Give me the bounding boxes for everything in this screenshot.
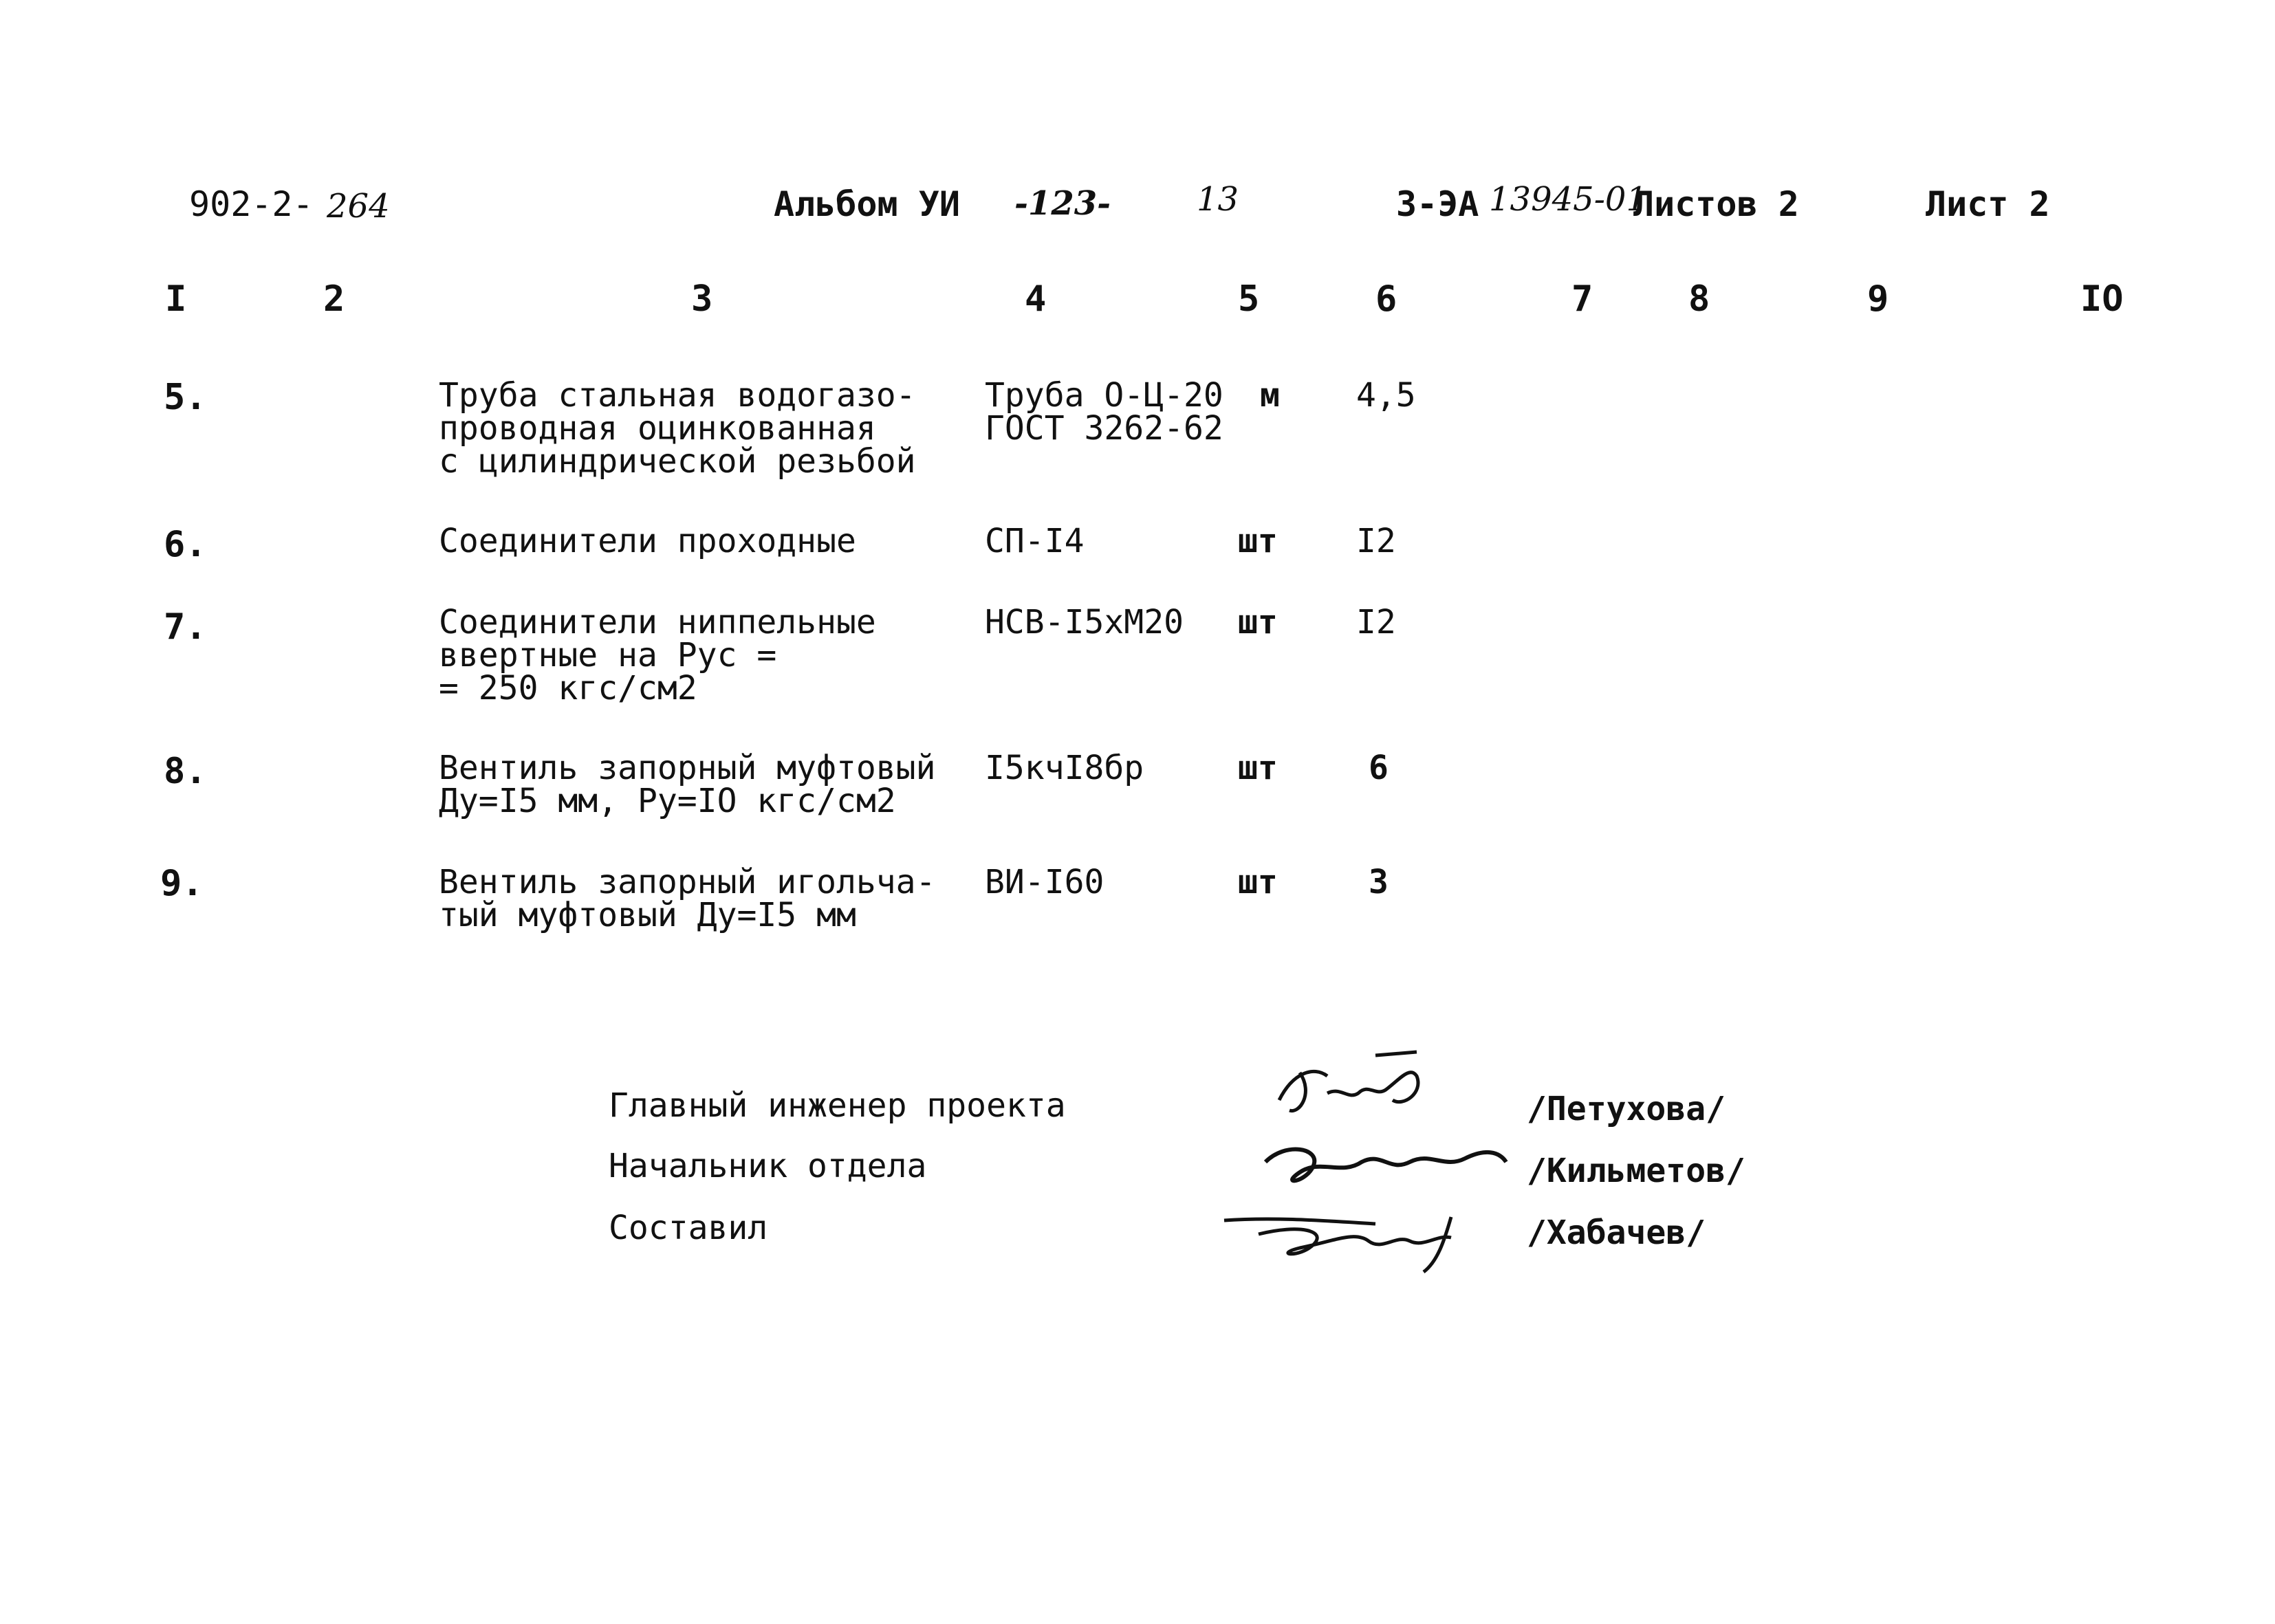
item-name: Вентиль запорный игольча-: [439, 863, 936, 901]
item-name: тый муфтовый Ду=I5 мм: [439, 896, 856, 934]
column-number: 5: [1238, 278, 1260, 320]
doc-number-handwritten: 13945-01: [1489, 180, 1647, 219]
row-number: 9.: [160, 863, 204, 904]
item-code: Труба О-Ц-20: [985, 376, 1223, 415]
item-quantity: 4,5: [1356, 376, 1416, 415]
row-number: 6.: [164, 524, 207, 565]
item-name: = 250 кгс/см2: [439, 669, 697, 707]
item-quantity: I2: [1356, 522, 1396, 560]
column-number: 3: [691, 278, 713, 320]
item-unit: шт: [1238, 749, 1278, 787]
item-quantity: I2: [1356, 603, 1396, 641]
item-name: Соединители проходные: [439, 522, 856, 560]
item-unit: шт: [1238, 863, 1278, 901]
handwritten-signature-2: [1259, 1134, 1520, 1210]
item-name: с цилиндрической резьбой: [439, 442, 916, 481]
item-name: Соединители ниппельные: [439, 603, 876, 641]
signature-role: Начальник отдела: [609, 1147, 927, 1185]
item-code: I5кчI8бр: [985, 749, 1144, 787]
column-number: 7: [1571, 278, 1593, 320]
handwritten-signature-3: [1217, 1207, 1506, 1282]
signatory-name: /Петухова/: [1527, 1090, 1726, 1128]
item-name: Ду=I5 мм, Ру=IO кгс/см2: [439, 782, 896, 820]
item-unit: шт: [1238, 603, 1278, 641]
doc-code: 902-2-: [189, 184, 314, 224]
signatory-name: /Хабачев/: [1527, 1214, 1706, 1252]
item-code: ГОСТ 3262-62: [985, 409, 1223, 448]
handwritten-signature-1: [1272, 1045, 1451, 1128]
column-number: I: [165, 278, 187, 320]
column-number: 6: [1375, 278, 1397, 320]
item-name: проводная оцинкованная: [439, 409, 876, 448]
doc-prefix: 3-ЭА: [1396, 184, 1479, 224]
item-code: НСВ-I5хМ20: [985, 603, 1184, 641]
item-unit: шт: [1238, 522, 1278, 560]
row-number: 5.: [164, 377, 207, 418]
column-number: 8: [1688, 278, 1710, 320]
signatory-name: /Кильметов/: [1527, 1152, 1745, 1190]
item-name: ввертные на Рус =: [439, 636, 777, 674]
sheet-number: Лист 2: [1926, 184, 2050, 224]
page-mark-handwritten: 13: [1197, 180, 1239, 219]
item-code: ВИ-I60: [985, 863, 1104, 901]
column-number: IO: [2080, 278, 2124, 320]
column-number: 2: [323, 278, 345, 320]
signature-role: Главный инженер проекта: [609, 1086, 1066, 1125]
page-marker: -123-: [1014, 184, 1111, 223]
signature-role: Составил: [609, 1209, 768, 1247]
item-quantity: 6: [1369, 749, 1389, 787]
column-number: 9: [1867, 278, 1889, 320]
row-number: 7.: [164, 606, 207, 648]
column-number: 4: [1025, 278, 1047, 320]
item-name: Вентиль запорный муфтовый: [439, 749, 936, 787]
item-unit: м: [1260, 376, 1280, 415]
item-quantity: 3: [1369, 863, 1389, 901]
doc-code-handwritten: 264: [327, 187, 390, 226]
item-code: СП-I4: [985, 522, 1085, 560]
row-number: 8.: [164, 751, 207, 792]
album-label: Альбом УИ: [774, 184, 960, 224]
sheets-count: Листов 2: [1633, 184, 1799, 224]
item-name: Труба стальная водогазо-: [439, 376, 916, 415]
